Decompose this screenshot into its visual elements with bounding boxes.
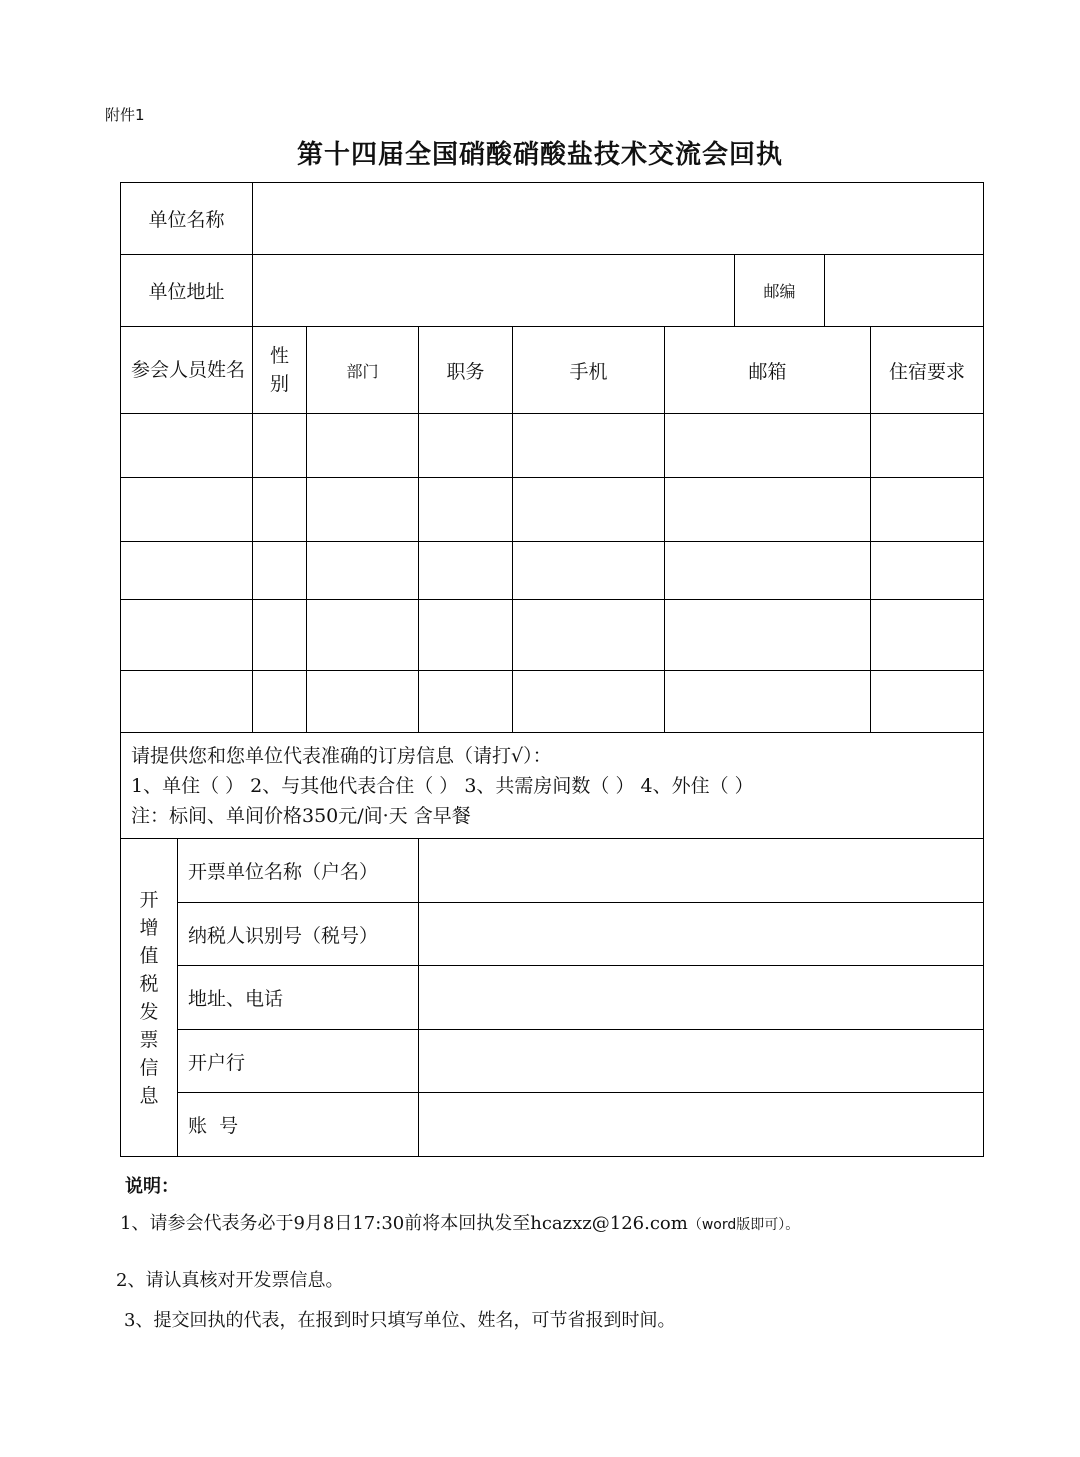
attendee-row — [121, 478, 984, 542]
attendee-name-cell[interactable] — [121, 542, 253, 600]
invoice-label-bank: 开户行 — [178, 1030, 419, 1093]
attendee-accommodation-cell[interactable] — [871, 600, 984, 671]
note-item-1-main: 1、请参会代表务必于9月8日17:30前将本回执发至hcazxz@126.com — [120, 1213, 688, 1234]
attendee-position-cell[interactable] — [419, 600, 513, 671]
attendee-mobile-cell[interactable] — [513, 414, 665, 478]
invoice-field-account[interactable] — [419, 1093, 984, 1157]
attendee-gender-cell[interactable] — [253, 478, 307, 542]
attendee-gender-cell[interactable] — [253, 414, 307, 478]
registration-form-table — [120, 182, 984, 1157]
booking-info-block — [121, 733, 984, 839]
attendee-row — [121, 414, 984, 478]
attendee-email-cell[interactable] — [665, 478, 871, 542]
attendee-email-cell[interactable] — [665, 600, 871, 671]
invoice-label-tax-id: 纳税人识别号（税号） — [178, 903, 419, 966]
invoice-field-tax-id[interactable] — [419, 903, 984, 966]
unit-name-field[interactable] — [253, 183, 984, 255]
attendee-position-cell[interactable] — [419, 478, 513, 542]
attendee-row — [121, 671, 984, 733]
booking-instruction: 请提供您和您单位代表准确的订房信息（请打√）： — [131, 744, 552, 767]
header-email: 邮箱 — [665, 327, 871, 414]
attendee-accommodation-cell[interactable] — [871, 542, 984, 600]
attendee-mobile-cell[interactable] — [513, 542, 665, 600]
postcode-label: 邮编 — [735, 255, 825, 327]
booking-options[interactable]: 1、单住（ ） 2、与其他代表合住（ ） 3、共需房间数（ ） 4、外住（ ） — [131, 774, 754, 797]
attendee-row — [121, 600, 984, 671]
invoice-side-label: 开增值税发票信息 — [139, 888, 159, 1107]
unit-name-label: 单位名称 — [121, 183, 253, 255]
attendee-department-cell[interactable] — [307, 542, 419, 600]
attendee-row — [121, 542, 984, 600]
page-title: 第十四届全国硝酸硝酸盐技术交流会回执 — [296, 140, 783, 170]
invoice-field-bank[interactable] — [419, 1030, 984, 1093]
header-department: 部门 — [307, 327, 419, 414]
attendee-email-cell[interactable] — [665, 542, 871, 600]
unit-address-field[interactable] — [253, 255, 735, 327]
attendee-accommodation-cell[interactable] — [871, 671, 984, 733]
attendee-accommodation-cell[interactable] — [871, 478, 984, 542]
attendee-name-cell[interactable] — [121, 671, 253, 733]
header-accommodation: 住宿要求 — [871, 327, 984, 414]
note-item-2: 2、请认真核对开发票信息。 — [116, 1270, 344, 1291]
postcode-field[interactable] — [825, 255, 984, 327]
attendee-department-cell[interactable] — [307, 600, 419, 671]
invoice-label-account: 账 号 — [178, 1093, 419, 1157]
attendee-name-cell[interactable] — [121, 414, 253, 478]
invoice-side-label-cell — [121, 839, 178, 1157]
invoice-field-address-phone[interactable] — [419, 966, 984, 1030]
note-item-1-tail: （word版即可）。 — [687, 1217, 800, 1233]
invoice-field-company[interactable] — [419, 839, 984, 903]
header-gender: 性别 — [253, 327, 307, 414]
attendee-name-cell[interactable] — [121, 600, 253, 671]
header-position: 职务 — [419, 327, 513, 414]
unit-address-label: 单位地址 — [121, 255, 253, 327]
attendee-position-cell[interactable] — [419, 414, 513, 478]
invoice-label-address-phone: 地址、电话 — [178, 966, 419, 1030]
attendee-gender-cell[interactable] — [253, 542, 307, 600]
attendee-department-cell[interactable] — [307, 671, 419, 733]
attendee-gender-cell[interactable] — [253, 671, 307, 733]
booking-price-note: 注：标间、单间价格350元/间·天 含早餐 — [131, 804, 471, 827]
attendee-position-cell[interactable] — [419, 671, 513, 733]
attendee-mobile-cell[interactable] — [513, 671, 665, 733]
attendee-department-cell[interactable] — [307, 478, 419, 542]
header-attendee-name: 参会人员姓名 — [121, 327, 253, 414]
note-item-3: 3、提交回执的代表，在报到时只填写单位、姓名，可节省报到时间。 — [124, 1310, 676, 1331]
notes-heading: 说明： — [125, 1176, 179, 1197]
attendee-email-cell[interactable] — [665, 414, 871, 478]
attendee-accommodation-cell[interactable] — [871, 414, 984, 478]
attendee-position-cell[interactable] — [419, 542, 513, 600]
note-item-1 — [120, 1209, 799, 1235]
attendee-department-cell[interactable] — [307, 414, 419, 478]
attendee-mobile-cell[interactable] — [513, 600, 665, 671]
attendee-gender-cell[interactable] — [253, 600, 307, 671]
header-mobile: 手机 — [513, 327, 665, 414]
attachment-label: 附件1 — [105, 106, 145, 124]
attendee-mobile-cell[interactable] — [513, 478, 665, 542]
attendee-email-cell[interactable] — [665, 671, 871, 733]
attendee-name-cell[interactable] — [121, 478, 253, 542]
invoice-label-company: 开票单位名称（户名） — [178, 839, 419, 903]
